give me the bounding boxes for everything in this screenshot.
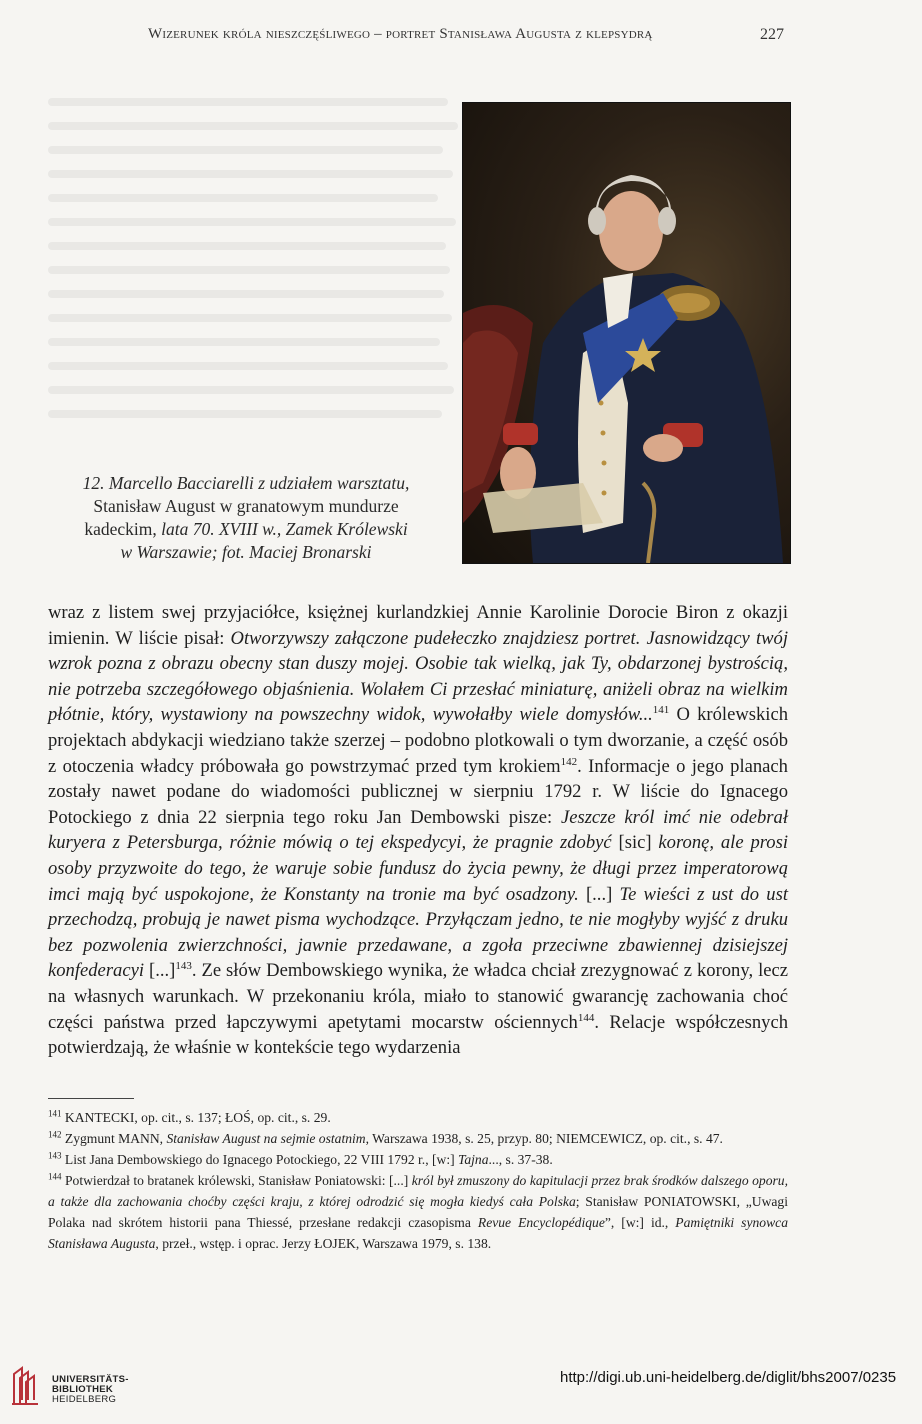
footnote-text: , Warszawa 1938, s. 25, przyp. 80; NIEMCEWICZ, op. cit., s. 47. <box>365 1131 723 1146</box>
footnote-title: Tajna <box>458 1152 489 1167</box>
library-logo[interactable] <box>10 1364 140 1408</box>
portrait-painting <box>462 102 791 564</box>
footnote-text: ”, [w:] id., <box>604 1215 676 1230</box>
footnote-quote: król był zmuszony do kapitulacji przez brak środków dalszego oporu, a także dla zachowania choćby części kraju, z której odrodzić się mogła kiedyś cała Polska <box>48 1173 788 1209</box>
footnote-ref-141[interactable]: 141 <box>652 704 670 717</box>
footnote-number: 144 <box>48 1171 62 1182</box>
footnote-number: 143 <box>48 1150 62 1161</box>
footnote-text: Potwierdzał to bratanek królewski, Stanisław Poniatowski: [...] <box>61 1173 412 1188</box>
figure-caption <box>48 472 444 564</box>
footnote-143 <box>48 1149 788 1170</box>
caption-line-3a: kadeckim, <box>84 519 162 539</box>
footnote-142 <box>48 1128 788 1149</box>
caption-line-3b: lata 70. XVIII w., Zamek Królewski <box>161 519 408 539</box>
footnote-title: Pamiętniki synowca Stanisława Augusta <box>48 1215 788 1251</box>
caption-line-4: w Warszawie; fot. Maciej Bronarski <box>120 542 372 562</box>
logo-line-3: HEIDELBERG <box>52 1394 117 1405</box>
footnote-title: Stanisław August na sejmie ostatnim <box>166 1131 366 1146</box>
footnote-text: Zygmunt MANN, <box>61 1131 167 1146</box>
caption-line-2: Stanisław August w granatowym mundurze <box>93 496 399 516</box>
body-text-segment: . Relacje współczesnych potwierdzają, że właśnie w kontekście tego wydarzenia <box>48 1011 788 1059</box>
page-number: 227 <box>760 26 784 43</box>
footnote-separator <box>48 1098 134 1099</box>
footnote-number: 141 <box>48 1108 62 1119</box>
body-text-segment: wraz z listem swej przyjaciółce, księżnej kurlandzkiej Annie Karolinie Dorocie Biron z okazji imienin. W liście pisał: <box>48 602 788 649</box>
footnote-text: , przeł., wstęp. i oprac. Jerzy ŁOJEK, Warszawa 1979, s. 138. <box>155 1236 492 1251</box>
body-text-segment: . Ze słów Dembowskiego wynika, że władca chciał zrezygnować z korony, lecz na własnych warunkach. W przekonaniu króla, miało to stanowić gwarancję zachowania choć części państwa przed łapczywymi apetytami mocarstw ościennych <box>48 960 788 1033</box>
body-text-segment: . Informacje o jego planach zostały nawet podane do wiadomości publicznej w sierpniu 1792 r. W liście do Ignacego Potockiego z dnia 22 sierpnia tego roku Jan Dembowski pisze: <box>48 755 788 828</box>
footnote-ref-144[interactable]: 144 <box>577 1011 595 1024</box>
body-text-segment: [...] <box>585 883 613 905</box>
footnote-141 <box>48 1107 788 1128</box>
body-quote: Jeszcze król imć nie odebrał kuryera z Petersburga, różnie mówią o tej ekspedycyi, że pragnie zdobyć <box>48 806 789 854</box>
university-library-icon <box>10 1364 46 1408</box>
logo-line-2: BIBLIOTHEK <box>52 1384 114 1395</box>
logo-line-1: UNIVERSITÄTS- <box>52 1374 129 1385</box>
running-head-title: Wizerunek króla nieszczęśliwego – portret Stanisława Augusta z klepsydrą <box>148 26 653 42</box>
caption-line-1: 12. Marcello Bacciarelli z udziałem warsztatu, <box>82 473 410 493</box>
footnote-ref-142[interactable]: 142 <box>560 755 578 768</box>
source-url-link[interactable]: http://digi.ub.uni-heidelberg.de/diglit/bhs2007/0235 <box>560 1369 897 1386</box>
footnote-text: KANTECKI, op. cit., s. 137; ŁOŚ, op. cit., s. 29. <box>61 1110 331 1125</box>
footnote-144 <box>48 1170 788 1254</box>
footnotes <box>48 1107 788 1254</box>
body-quote: Te wieści z ust do ust przechodzą, probują je nawet pisma wychodzące. Przyłączam jedno, te nie mogłyby wyjść z druku bez pozwolenia zwierzchności, jawnie przedawane, a zgoła przeciwne zbawiennej dzisiejszej konfederacyi <box>48 883 788 982</box>
body-text-segment: [...] <box>149 960 176 982</box>
footnote-ref-143[interactable]: 143 <box>175 960 192 973</box>
footnote-text: ..., s. 37-38. <box>488 1152 553 1167</box>
bleed-through-text <box>48 98 468 434</box>
footnote-text: ; Stanisław PONIATOWSKI, „Uwagi Polaka nad skrótem historii pana Thiessé, przesłane redakcji czasopisma <box>48 1194 788 1230</box>
body-text-segment: O królewskich projektach abdykacji wiedziano także szerzej – podobno plotkowali o tym dworzanie, a część osób z otoczenia władcy próbowała go powstrzymać przed tym krokiem <box>48 704 788 777</box>
main-body-text <box>48 600 788 1061</box>
body-text-segment: [sic] <box>618 832 652 854</box>
footnote-title: Revue Encyclopédique <box>477 1215 605 1230</box>
footnote-number: 142 <box>48 1129 62 1140</box>
body-quote: Otworzywszy załączone pudełeczko znajdziesz portret. Jasnowidzący twój wzrok pozna z obrazu obecny stan duszy mojej. Osobie tak wielką, jak Ty, obdarzonej bystrością, nie potrzeba szczegółowego objaśnienia. Wolałem Ci przesłać miniaturę, aniżeli obraz na wielkim płótnie, który, wystawiony na powszechny widok, wywołałby wiele domysłów... <box>48 627 788 726</box>
footnote-text: List Jana Dembowskiego do Ignacego Potockiego, 22 VIII 1792 r., [w:] <box>61 1152 459 1167</box>
body-quote: koronę, ale prosi osoby przyzwoite do tego, że waruje sobie fundusz do życia pewny, że długi przez imperatorową imci mają być uspokojone, że Konstanty na tronie ma być osadzony. <box>48 832 788 905</box>
